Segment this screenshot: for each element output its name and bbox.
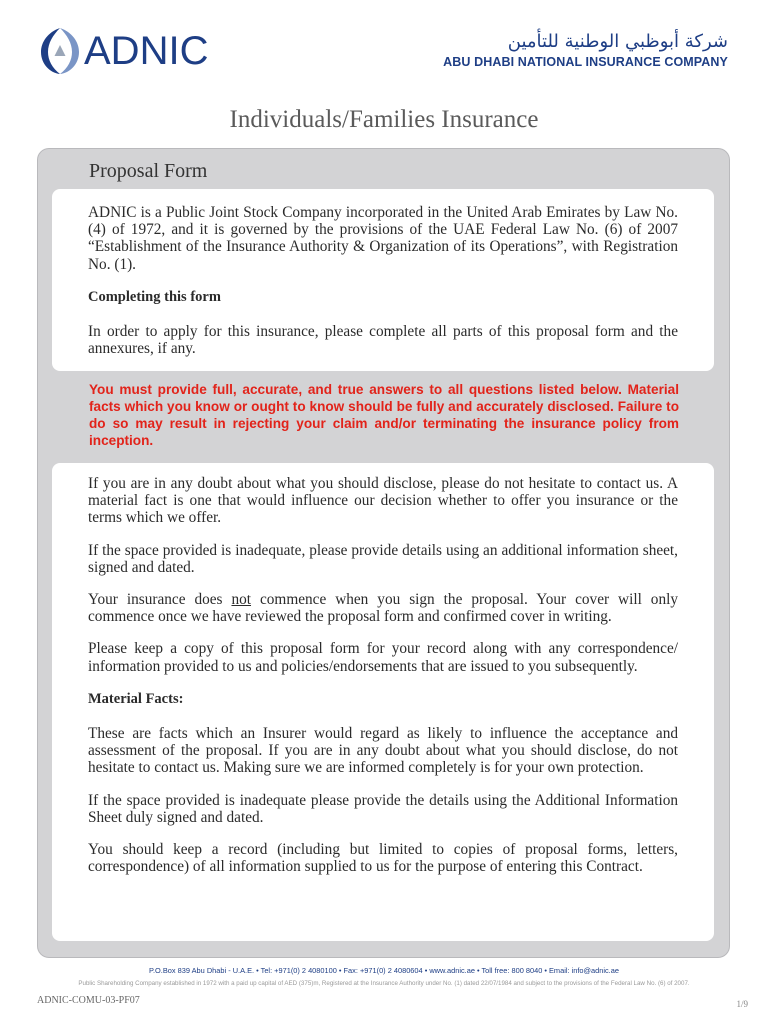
keep-record-paragraph: You should keep a record (including but limited to copies of proposal forms, letters, correspondence) of all information supplied to us for the purpose of entering this Contract. xyxy=(88,841,678,876)
document-title: Individuals/Families Insurance xyxy=(229,106,539,133)
completing-form-heading: Completing this form xyxy=(88,288,221,305)
completing-form-text: In order to apply for this insurance, please complete all parts of this proposal form and the annexures, if any. xyxy=(88,323,678,358)
keep-copy-paragraph: Please keep a copy of this proposal form for your record along with any correspondence/ information provided to us and policies/endorsements that are issued to you subsequently. xyxy=(88,640,678,675)
material-facts-heading: Material Facts: xyxy=(88,690,184,707)
company-name-block xyxy=(443,30,728,70)
doubt-paragraph: If you are in any doubt about what you should disclose, please do not hesitate to contact us. A material fact is one that would influence our decision whether to offer you insurance or the terms which we offer. xyxy=(88,475,678,527)
disclosure-warning: You must provide full, accurate, and true answers to all questions listed below. Material facts which you know or ought to know should be fully and accurately disclosed. Failure to do so may result in rejecting your claim and/or terminating the insurance policy from inception. xyxy=(89,382,679,448)
form-code: ADNIC-COMU-03-PF07 xyxy=(37,995,140,1006)
inadequate-space-paragraph: If the space provided is inadequate, please provide details using an additional information sheet, signed and dated. xyxy=(88,541,678,576)
proposal-form-box xyxy=(37,148,730,958)
intro-panel xyxy=(52,189,714,371)
company-intro-text: ADNIC is a Public Joint Stock Company incorporated in the United Arab Emirates by Law No. (4) of 1972, and it is governed by the provisions of the UAE Federal Law No. (6) of 2007 “Establishment of the Insurance Authority & Organization of its Operations”, with Registration No. (1). xyxy=(88,204,678,273)
not-underlined: not xyxy=(231,591,252,609)
company-name-arabic: شركة أبوظبي الوطنية للتأمين xyxy=(507,31,728,52)
page-number: 1/9 xyxy=(736,999,748,1009)
logo-wordmark: ADNIC xyxy=(84,29,209,73)
adnic-logo-icon xyxy=(38,26,82,76)
instructions-panel xyxy=(52,463,714,941)
footer-contact-line: P.O.Box 839 Abu Dhabi - U.A.E. • Tel: +971(0) 2 4080100 • Fax: +971(0) 2 4080604 • www.adnic.ae • Toll free: 800 8040 • Email: info@adnic.ae xyxy=(149,966,619,975)
page-header xyxy=(0,0,768,90)
footer-legal-line: Public Shareholding Company established in 1972 with a paid up capital of AED (375)m, Registered at the Insurance Authority under No. (1) dated 22/07/1984 and subject to the provisions of the Federal Law No. (6) of 2007. xyxy=(78,980,690,987)
commencement-paragraph: Your insurance does not commence when you sign the proposal. Your cover will only commence once we have reviewed the proposal form and confirmed cover in writing. xyxy=(88,591,678,626)
material-facts-paragraph: These are facts which an Insurer would regard as likely to influence the acceptance and assessment of the proposal. If you are in any doubt about what you should disclose, do not hesitate to contact us. Making sure we are informed completely is for your own protection. xyxy=(88,725,678,777)
form-title: Proposal Form xyxy=(89,160,208,182)
additional-sheet-paragraph: If the space provided is inadequate please provide the details using the Additional Information Sheet duly signed and dated. xyxy=(88,791,678,826)
company-name-english: ABU DHABI NATIONAL INSURANCE COMPANY xyxy=(443,55,728,69)
adnic-logo xyxy=(38,26,208,76)
